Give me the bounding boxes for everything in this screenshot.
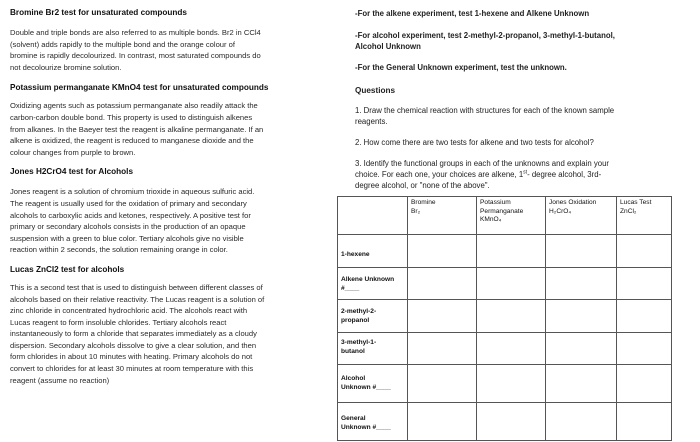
result-cell[interactable] (617, 268, 672, 300)
row-label-line: 1-hexene (341, 251, 370, 258)
results-table (337, 196, 672, 441)
row-label-line: 2-methyl-2- (341, 308, 377, 315)
text-line: This is a second test that is used to distinguish between different classes of (10, 282, 263, 292)
result-cell[interactable] (477, 300, 546, 333)
row-label-line: 3-methyl-1- (341, 339, 377, 346)
alcohol-instruction-line1: -For alcohol experiment, test 2-methyl-2-propanol, 3-methyl-1-butanol, (355, 31, 615, 40)
permanganate-test-body (10, 100, 335, 158)
result-cell[interactable] (617, 365, 672, 403)
q3-text-b: - degree alcohol, 3rd- (527, 170, 602, 179)
row-label-line: Alkene Unknown (341, 276, 395, 283)
text-line: dispersion. Secondary alcohols dissolve to give a clear solution, and then (10, 340, 257, 350)
header-line: Bromine (411, 199, 436, 206)
result-cell[interactable] (546, 268, 617, 300)
header-line: H₂CrO₄ (549, 207, 572, 215)
row-label-line: propanol (341, 316, 370, 324)
text-line: colour changes from purple to brown. (10, 147, 136, 157)
general-instruction: -For the General Unknown experiment, test the unknown. (355, 63, 567, 72)
result-cell[interactable] (546, 333, 617, 365)
row-label-line: Unknown #____ (341, 423, 391, 431)
text-line: form chlorides in about 10 minutes with heating. Primary alcohols do not (10, 352, 253, 362)
result-cell[interactable] (546, 365, 617, 403)
header-line: Permanganate (480, 207, 524, 215)
table-row (338, 268, 672, 300)
question-1-line2: reagents. (355, 117, 388, 126)
table-row (338, 300, 672, 333)
left-column (10, 0, 335, 386)
row-label-line: Alcohol (341, 375, 366, 382)
questions-heading: Questions (355, 86, 396, 95)
result-cell[interactable] (477, 403, 546, 441)
row-label-1-hexene (338, 235, 408, 268)
jones-test-heading: Jones H2CrO4 test for Alcohols (10, 167, 133, 177)
q3-text-a: choice. For each one, your choices are alkene, 1 (355, 170, 524, 179)
result-cell[interactable] (477, 268, 546, 300)
text-line: reaction within 2 seconds, the solution remaining orange in color. (10, 245, 228, 255)
text-line: (solvent) adds rapidly to the multiple bond and the orange colour of (10, 39, 235, 49)
text-line: alcohols based on their relative reactivity. The Lucas reagent is a solution of (10, 294, 265, 304)
row-label-line: General (341, 415, 366, 422)
row-label-3-methyl-1-butanol (338, 333, 408, 365)
result-cell[interactable] (617, 403, 672, 441)
header-line: ZnCl₂ (620, 207, 637, 215)
text-line: Oxidizing agents such as potassium permanganate also readily attack the (10, 101, 258, 111)
result-cell[interactable] (477, 333, 546, 365)
table-row (338, 365, 672, 403)
result-cell[interactable] (617, 235, 672, 268)
row-label-alcohol-unknown (338, 365, 408, 403)
text-line: alkene is oxidized, the reagent is reduced to manganese dioxide and the (10, 136, 254, 146)
text-line: suspension with a green to blue color. Tertiary alcohols give no visible (10, 233, 244, 243)
result-cell[interactable] (546, 403, 617, 441)
text-line: from alkanes. In the Baeyer test the reagent is alkaline permanganate. If an (10, 124, 264, 134)
result-cell[interactable] (408, 333, 477, 365)
row-label-alkene-unknown (338, 268, 408, 300)
table-row (338, 333, 672, 365)
table-header-row (338, 197, 672, 235)
text-line: Lucas reagent to form insoluble chlorides. Tertiary alcohols react (10, 317, 227, 327)
header-jones (546, 197, 617, 235)
row-label-general-unknown (338, 403, 408, 441)
text-line: bromine is rapidly decolourized. In contrast, most saturated compounds do (10, 51, 261, 61)
text-line: primary or secondary alcohols consists in the production of an opaque (10, 222, 246, 232)
question-3-line3: degree alcohol, or "none of the above". (355, 181, 490, 190)
q3-superscript: st (523, 169, 528, 176)
result-cell[interactable] (408, 268, 477, 300)
bromine-test-heading: Bromine Br2 test for unsaturated compounds (10, 8, 187, 17)
header-line: Br₂ (411, 207, 421, 215)
table-row (338, 403, 672, 441)
header-line: Potassium (480, 199, 511, 206)
lucas-test-body (10, 282, 335, 386)
text-line: convert to chlorides for at least 30 minutes at room temperature with this (10, 364, 254, 374)
row-label-line: Unknown #____ (341, 383, 391, 391)
question-3-line1: 3. Identify the functional groups in each of the unknowns and explain your (355, 159, 610, 168)
text-line: not decolourize bromine solution. (10, 62, 122, 72)
header-bromine (408, 197, 477, 235)
permanganate-test-heading: Potassium permanganate KMnO4 test for unsaturated compounds (10, 83, 269, 93)
right-column (355, 0, 695, 191)
question-3-line2 (355, 169, 695, 180)
header-line: Jones Oxidation (549, 199, 597, 206)
alcohol-instruction-line2: Alcohol Unknown (355, 42, 421, 51)
row-label-line: butanol (341, 347, 365, 355)
text-line: The reagent is usually used for the oxidation of primary and secondary (10, 198, 247, 208)
header-line: KMnO₄ (480, 216, 502, 223)
text-line: carbon-carbon double bond. This property is used to distinguish alkenes (10, 112, 253, 122)
result-cell[interactable] (408, 365, 477, 403)
text-line: zinc chloride in concentrated hydrochloric acid. The alcohols react with (10, 306, 248, 316)
question-2: 2. How come there are two tests for alkene and two tests for alcohol? (355, 138, 594, 147)
lucas-test-heading: Lucas ZnCl2 test for alcohols (10, 264, 125, 274)
result-cell[interactable] (408, 403, 477, 441)
result-cell[interactable] (477, 235, 546, 268)
result-cell[interactable] (546, 235, 617, 268)
result-cell[interactable] (546, 300, 617, 333)
bromine-test-body (10, 27, 335, 73)
header-lucas (617, 197, 672, 235)
alkene-instruction: -For the alkene experiment, test 1-hexene and Alkene Unknown (355, 9, 590, 18)
result-cell[interactable] (408, 300, 477, 333)
header-line: Lucas Test (620, 199, 652, 206)
table-row (338, 235, 672, 268)
jones-test-body (10, 186, 335, 256)
header-permanganate (477, 197, 546, 235)
result-cell[interactable] (617, 300, 672, 333)
text-line: Double and triple bonds are also referred to as multiple bonds. Br2 in CCl4 (10, 28, 261, 37)
text-line: instantaneously to form a chloride that separates immediately as a cloudy (10, 329, 257, 339)
text-line: reagent (assume no reaction) (10, 375, 110, 385)
row-label-line: #____ (341, 284, 360, 292)
corner-cell (338, 197, 408, 235)
result-cell[interactable] (477, 365, 546, 403)
row-label-2-methyl-2-propanol (338, 300, 408, 333)
question-1-line1: 1. Draw the chemical reaction with structures for each of the known sample (355, 106, 615, 115)
text-line: Jones reagent is a solution of chromium trioxide in aqueous sulfuric acid. (10, 187, 255, 197)
text-line: alcohols to carboxylic acids and ketones, respectively. A positive test for (10, 210, 251, 220)
result-cell[interactable] (408, 235, 477, 268)
result-cell[interactable] (617, 333, 672, 365)
